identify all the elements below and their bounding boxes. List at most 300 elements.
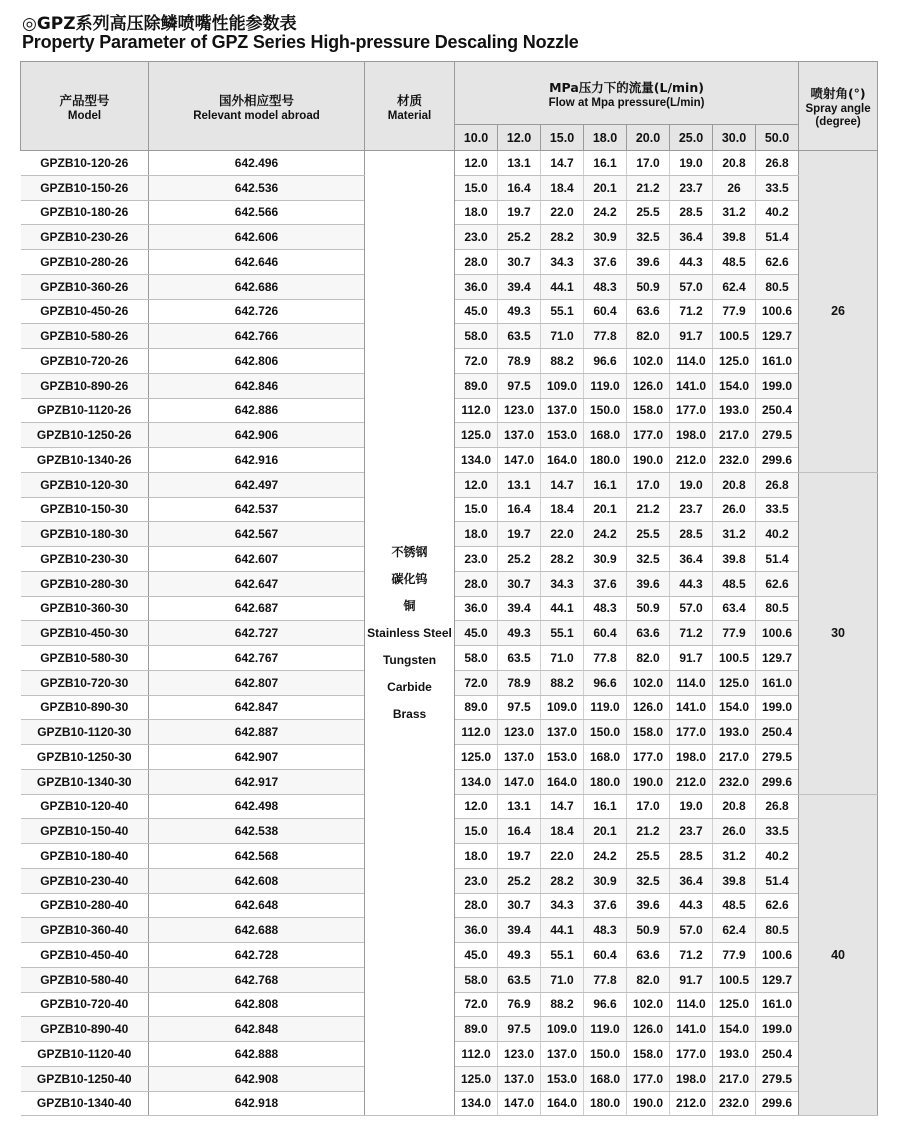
cell-flow: 71.2 <box>670 943 713 968</box>
cell-flow: 30.7 <box>498 893 541 918</box>
cell-flow: 250.4 <box>756 1042 799 1067</box>
cell-flow: 39.8 <box>713 547 756 572</box>
cell-flow: 62.6 <box>756 893 799 918</box>
cell-model: GPZB10-230-40 <box>21 868 149 893</box>
cell-flow: 24.2 <box>584 200 627 225</box>
cell-model: GPZB10-360-26 <box>21 274 149 299</box>
cell-flow: 153.0 <box>541 745 584 770</box>
page-title-cn: ◎GPZ系列高压除鳞喷嘴性能参数表 <box>22 14 297 34</box>
cell-relevant-model: 642.497 <box>149 472 365 497</box>
cell-flow: 125.0 <box>455 1066 498 1091</box>
cell-flow: 126.0 <box>627 695 670 720</box>
material-line: Brass <box>392 706 427 721</box>
cell-model: GPZB10-1340-26 <box>21 448 149 473</box>
header-angle-cn: 喷射角(°) <box>810 86 866 101</box>
cell-flow: 150.0 <box>584 398 627 423</box>
cell-flow: 217.0 <box>713 1066 756 1091</box>
cell-flow: 153.0 <box>541 423 584 448</box>
cell-flow: 28.0 <box>455 571 498 596</box>
cell-model: GPZB10-720-30 <box>21 670 149 695</box>
cell-flow: 19.7 <box>498 522 541 547</box>
cell-flow: 71.0 <box>541 646 584 671</box>
cell-flow: 57.0 <box>670 918 713 943</box>
cell-flow: 177.0 <box>627 1066 670 1091</box>
cell-flow: 40.2 <box>756 844 799 869</box>
cell-model: GPZB10-230-26 <box>21 225 149 250</box>
cell-flow: 299.6 <box>756 448 799 473</box>
cell-model: GPZB10-1250-30 <box>21 745 149 770</box>
cell-flow: 15.0 <box>455 497 498 522</box>
cell-flow: 76.9 <box>498 992 541 1017</box>
cell-flow: 21.2 <box>627 819 670 844</box>
cell-model: GPZB10-1250-40 <box>21 1066 149 1091</box>
cell-flow: 141.0 <box>670 373 713 398</box>
pressure-header-cell: 25.0 <box>670 125 713 151</box>
cell-flow: 16.1 <box>584 794 627 819</box>
cell-flow: 125.0 <box>713 992 756 1017</box>
cell-flow: 78.9 <box>498 349 541 374</box>
cell-model: GPZB10-150-30 <box>21 497 149 522</box>
material-line: 碳化钨 <box>391 571 428 586</box>
cell-flow: 48.5 <box>713 571 756 596</box>
cell-flow: 123.0 <box>498 720 541 745</box>
cell-flow: 72.0 <box>455 992 498 1017</box>
cell-flow: 299.6 <box>756 769 799 794</box>
cell-flow: 48.5 <box>713 250 756 275</box>
cell-flow: 23.0 <box>455 225 498 250</box>
cell-flow: 19.7 <box>498 844 541 869</box>
cell-flow: 44.3 <box>670 250 713 275</box>
cell-flow: 63.6 <box>627 621 670 646</box>
cell-flow: 18.0 <box>455 844 498 869</box>
cell-flow: 62.4 <box>713 274 756 299</box>
cell-flow: 164.0 <box>541 448 584 473</box>
cell-flow: 28.5 <box>670 200 713 225</box>
cell-flow: 119.0 <box>584 1017 627 1042</box>
cell-relevant-model: 642.607 <box>149 547 365 572</box>
cell-flow: 55.1 <box>541 299 584 324</box>
cell-flow: 177.0 <box>670 1042 713 1067</box>
cell-flow: 36.4 <box>670 225 713 250</box>
cell-flow: 12.0 <box>455 794 498 819</box>
header-material <box>365 62 455 151</box>
cell-flow: 161.0 <box>756 349 799 374</box>
header-flow-en: Flow at Mpa pressure(L/min) <box>548 96 705 109</box>
cell-flow: 16.1 <box>584 151 627 176</box>
cell-flow: 102.0 <box>627 992 670 1017</box>
cell-model: GPZB10-1250-26 <box>21 423 149 448</box>
cell-flow: 48.3 <box>584 918 627 943</box>
cell-flow: 190.0 <box>627 1091 670 1116</box>
cell-flow: 24.2 <box>584 522 627 547</box>
cell-flow: 63.4 <box>713 596 756 621</box>
cell-flow: 31.2 <box>713 200 756 225</box>
cell-flow: 217.0 <box>713 745 756 770</box>
cell-flow: 48.5 <box>713 893 756 918</box>
cell-flow: 232.0 <box>713 448 756 473</box>
cell-flow: 23.0 <box>455 868 498 893</box>
cell-flow: 114.0 <box>670 670 713 695</box>
cell-flow: 26.8 <box>756 472 799 497</box>
cell-flow: 26.0 <box>713 497 756 522</box>
cell-model: GPZB10-1120-40 <box>21 1042 149 1067</box>
cell-model: GPZB10-580-26 <box>21 324 149 349</box>
cell-model: GPZB10-890-26 <box>21 373 149 398</box>
cell-flow: 114.0 <box>670 349 713 374</box>
cell-flow: 77.9 <box>713 621 756 646</box>
cell-flow: 18.4 <box>541 497 584 522</box>
cell-relevant-model: 642.917 <box>149 769 365 794</box>
cell-flow: 72.0 <box>455 670 498 695</box>
cell-flow: 91.7 <box>670 646 713 671</box>
cell-flow: 36.0 <box>455 596 498 621</box>
cell-relevant-model: 642.766 <box>149 324 365 349</box>
cell-flow: 20.8 <box>713 472 756 497</box>
cell-flow: 40.2 <box>756 200 799 225</box>
cell-flow: 49.3 <box>498 943 541 968</box>
cell-flow: 89.0 <box>455 373 498 398</box>
cell-model: GPZB10-120-26 <box>21 151 149 176</box>
cell-relevant-model: 642.847 <box>149 695 365 720</box>
cell-flow: 100.5 <box>713 967 756 992</box>
cell-flow: 150.0 <box>584 720 627 745</box>
cell-flow: 33.5 <box>756 819 799 844</box>
cell-flow: 32.5 <box>627 868 670 893</box>
header-ref-cn: 国外相应型号 <box>218 92 294 108</box>
cell-model: GPZB10-890-40 <box>21 1017 149 1042</box>
cell-relevant-model: 642.648 <box>149 893 365 918</box>
cell-flow: 150.0 <box>584 1042 627 1067</box>
cell-flow: 212.0 <box>670 769 713 794</box>
header-angle-en2: (degree) <box>815 116 861 128</box>
cell-flow: 39.4 <box>498 918 541 943</box>
cell-flow: 28.0 <box>455 893 498 918</box>
cell-flow: 100.5 <box>713 324 756 349</box>
cell-relevant-model: 642.907 <box>149 745 365 770</box>
cell-flow: 18.0 <box>455 200 498 225</box>
cell-flow: 28.0 <box>455 250 498 275</box>
cell-flow: 63.5 <box>498 967 541 992</box>
cell-flow: 50.9 <box>627 274 670 299</box>
cell-flow: 13.1 <box>498 472 541 497</box>
cell-flow: 77.8 <box>584 646 627 671</box>
cell-flow: 134.0 <box>455 1091 498 1116</box>
material-line: 铜 <box>403 598 416 613</box>
cell-relevant-model: 642.807 <box>149 670 365 695</box>
cell-flow: 62.4 <box>713 918 756 943</box>
cell-flow: 58.0 <box>455 967 498 992</box>
cell-flow: 161.0 <box>756 992 799 1017</box>
cell-model: GPZB10-180-30 <box>21 522 149 547</box>
cell-model: GPZB10-150-26 <box>21 175 149 200</box>
cell-flow: 168.0 <box>584 1066 627 1091</box>
cell-flow: 78.9 <box>498 670 541 695</box>
cell-flow: 14.7 <box>541 794 584 819</box>
cell-flow: 19.0 <box>670 472 713 497</box>
header-ref-en: Relevant model abroad <box>193 109 320 122</box>
cell-flow: 12.0 <box>455 151 498 176</box>
cell-flow: 137.0 <box>498 745 541 770</box>
cell-flow: 50.9 <box>627 918 670 943</box>
header-model <box>21 62 149 151</box>
cell-flow: 198.0 <box>670 423 713 448</box>
cell-relevant-model: 642.888 <box>149 1042 365 1067</box>
cell-relevant-model: 642.908 <box>149 1066 365 1091</box>
header-flow-cn: MPa压力下的流量(L/min) <box>549 79 704 95</box>
cell-flow: 33.5 <box>756 175 799 200</box>
cell-relevant-model: 642.916 <box>149 448 365 473</box>
cell-flow: 25.2 <box>498 225 541 250</box>
cell-model: GPZB10-120-40 <box>21 794 149 819</box>
pressure-header-cell: 10.0 <box>455 125 498 151</box>
cell-flow: 39.4 <box>498 274 541 299</box>
header-relevant-model <box>149 62 365 151</box>
cell-flow: 23.0 <box>455 547 498 572</box>
cell-flow: 125.0 <box>713 349 756 374</box>
cell-relevant-model: 642.536 <box>149 175 365 200</box>
cell-flow: 100.5 <box>713 646 756 671</box>
cell-flow: 72.0 <box>455 349 498 374</box>
cell-flow: 13.1 <box>498 794 541 819</box>
cell-model: GPZB10-180-26 <box>21 200 149 225</box>
cell-relevant-model: 642.906 <box>149 423 365 448</box>
material-line: 不锈钢 <box>391 544 428 559</box>
cell-flow: 177.0 <box>670 398 713 423</box>
table-header <box>21 62 878 151</box>
cell-flow: 16.4 <box>498 819 541 844</box>
cell-flow: 32.5 <box>627 225 670 250</box>
cell-model: GPZB10-890-30 <box>21 695 149 720</box>
cell-relevant-model: 642.808 <box>149 992 365 1017</box>
cell-flow: 112.0 <box>455 398 498 423</box>
cell-relevant-model: 642.886 <box>149 398 365 423</box>
cell-flow: 250.4 <box>756 720 799 745</box>
cell-flow: 55.1 <box>541 943 584 968</box>
cell-flow: 100.6 <box>756 943 799 968</box>
cell-flow: 279.5 <box>756 423 799 448</box>
cell-model: GPZB10-150-40 <box>21 819 149 844</box>
cell-relevant-model: 642.647 <box>149 571 365 596</box>
cell-flow: 20.1 <box>584 497 627 522</box>
cell-flow: 129.7 <box>756 967 799 992</box>
cell-spray-angle: 30 <box>799 472 878 794</box>
cell-flow: 13.1 <box>498 151 541 176</box>
cell-flow: 60.4 <box>584 621 627 646</box>
cell-flow: 129.7 <box>756 646 799 671</box>
cell-flow: 31.2 <box>713 522 756 547</box>
cell-flow: 154.0 <box>713 695 756 720</box>
cell-flow: 125.0 <box>713 670 756 695</box>
cell-flow: 199.0 <box>756 373 799 398</box>
cell-flow: 20.8 <box>713 151 756 176</box>
cell-flow: 19.0 <box>670 794 713 819</box>
cell-flow: 58.0 <box>455 324 498 349</box>
cell-flow: 134.0 <box>455 769 498 794</box>
cell-flow: 119.0 <box>584 373 627 398</box>
cell-model: GPZB10-580-40 <box>21 967 149 992</box>
cell-flow: 212.0 <box>670 448 713 473</box>
cell-flow: 33.5 <box>756 497 799 522</box>
material-line: Tungsten Carbide <box>382 652 437 694</box>
cell-flow: 154.0 <box>713 1017 756 1042</box>
cell-flow: 119.0 <box>584 695 627 720</box>
cell-flow: 23.7 <box>670 497 713 522</box>
cell-flow: 45.0 <box>455 299 498 324</box>
cell-flow: 60.4 <box>584 299 627 324</box>
cell-flow: 25.5 <box>627 522 670 547</box>
cell-model: GPZB10-120-30 <box>21 472 149 497</box>
cell-flow: 125.0 <box>455 745 498 770</box>
cell-flow: 39.6 <box>627 571 670 596</box>
cell-flow: 28.2 <box>541 225 584 250</box>
cell-relevant-model: 642.728 <box>149 943 365 968</box>
material-line: Stainless Steel <box>367 625 452 640</box>
cell-flow: 39.4 <box>498 596 541 621</box>
cell-flow: 36.4 <box>670 868 713 893</box>
cell-flow: 37.6 <box>584 893 627 918</box>
cell-flow: 34.3 <box>541 893 584 918</box>
cell-flow: 34.3 <box>541 571 584 596</box>
cell-flow: 100.6 <box>756 299 799 324</box>
cell-flow: 39.6 <box>627 250 670 275</box>
cell-relevant-model: 642.768 <box>149 967 365 992</box>
cell-flow: 190.0 <box>627 448 670 473</box>
cell-relevant-model: 642.538 <box>149 819 365 844</box>
cell-flow: 180.0 <box>584 1091 627 1116</box>
cell-model: GPZB10-1120-30 <box>21 720 149 745</box>
cell-flow: 126.0 <box>627 373 670 398</box>
cell-flow: 153.0 <box>541 1066 584 1091</box>
cell-model: GPZB10-180-40 <box>21 844 149 869</box>
cell-flow: 57.0 <box>670 274 713 299</box>
header-model-cn: 产品型号 <box>59 92 110 108</box>
cell-relevant-model: 642.727 <box>149 621 365 646</box>
cell-flow: 177.0 <box>670 720 713 745</box>
cell-flow: 161.0 <box>756 670 799 695</box>
cell-relevant-model: 642.498 <box>149 794 365 819</box>
cell-flow: 23.7 <box>670 819 713 844</box>
cell-flow: 158.0 <box>627 720 670 745</box>
cell-flow: 30.9 <box>584 547 627 572</box>
cell-flow: 30.9 <box>584 225 627 250</box>
nozzle-parameter-table <box>20 61 878 1116</box>
cell-flow: 89.0 <box>455 1017 498 1042</box>
cell-flow: 193.0 <box>713 1042 756 1067</box>
cell-flow: 199.0 <box>756 695 799 720</box>
cell-model: GPZB10-360-30 <box>21 596 149 621</box>
cell-material <box>365 151 455 1116</box>
cell-flow: 217.0 <box>713 423 756 448</box>
cell-spray-angle: 40 <box>799 794 878 1116</box>
header-angle-en1: Spray angle <box>805 103 871 115</box>
cell-flow: 147.0 <box>498 448 541 473</box>
cell-flow: 96.6 <box>584 670 627 695</box>
cell-flow: 141.0 <box>670 695 713 720</box>
cell-flow: 180.0 <box>584 448 627 473</box>
cell-flow: 147.0 <box>498 769 541 794</box>
cell-model: GPZB10-720-40 <box>21 992 149 1017</box>
cell-flow: 77.9 <box>713 943 756 968</box>
cell-flow: 26.8 <box>756 794 799 819</box>
cell-flow: 37.6 <box>584 571 627 596</box>
cell-flow: 109.0 <box>541 1017 584 1042</box>
cell-flow: 129.7 <box>756 324 799 349</box>
cell-flow: 44.1 <box>541 274 584 299</box>
cell-flow: 30.9 <box>584 868 627 893</box>
pressure-header-cell: 20.0 <box>627 125 670 151</box>
header-spray-angle <box>799 62 878 151</box>
cell-flow: 80.5 <box>756 918 799 943</box>
cell-flow: 77.8 <box>584 967 627 992</box>
cell-flow: 24.2 <box>584 844 627 869</box>
cell-relevant-model: 642.646 <box>149 250 365 275</box>
cell-flow: 18.0 <box>455 522 498 547</box>
cell-flow: 19.7 <box>498 200 541 225</box>
cell-relevant-model: 642.806 <box>149 349 365 374</box>
cell-flow: 22.0 <box>541 522 584 547</box>
header-material-cn: 材质 <box>396 92 422 108</box>
cell-flow: 190.0 <box>627 769 670 794</box>
cell-flow: 36.4 <box>670 547 713 572</box>
cell-flow: 112.0 <box>455 1042 498 1067</box>
cell-flow: 168.0 <box>584 423 627 448</box>
cell-relevant-model: 642.606 <box>149 225 365 250</box>
cell-flow: 20.1 <box>584 175 627 200</box>
cell-model: GPZB10-580-30 <box>21 646 149 671</box>
cell-flow: 20.1 <box>584 819 627 844</box>
cell-flow: 71.0 <box>541 967 584 992</box>
cell-flow: 109.0 <box>541 695 584 720</box>
cell-flow: 36.0 <box>455 918 498 943</box>
cell-flow: 158.0 <box>627 1042 670 1067</box>
cell-flow: 114.0 <box>670 992 713 1017</box>
cell-flow: 37.6 <box>584 250 627 275</box>
cell-relevant-model: 642.688 <box>149 918 365 943</box>
cell-flow: 97.5 <box>498 1017 541 1042</box>
cell-model: GPZB10-1340-30 <box>21 769 149 794</box>
cell-flow: 63.6 <box>627 299 670 324</box>
cell-flow: 26.8 <box>756 151 799 176</box>
cell-flow: 71.2 <box>670 299 713 324</box>
cell-flow: 154.0 <box>713 373 756 398</box>
cell-flow: 109.0 <box>541 373 584 398</box>
cell-flow: 299.6 <box>756 1091 799 1116</box>
cell-flow: 193.0 <box>713 720 756 745</box>
cell-flow: 137.0 <box>541 398 584 423</box>
cell-flow: 34.3 <box>541 250 584 275</box>
cell-flow: 28.5 <box>670 522 713 547</box>
cell-flow: 44.1 <box>541 596 584 621</box>
cell-flow: 91.7 <box>670 967 713 992</box>
cell-flow: 22.0 <box>541 844 584 869</box>
cell-flow: 177.0 <box>627 745 670 770</box>
page-title-en: Property Parameter of GPZ Series High-pressure Descaling Nozzle <box>22 32 579 52</box>
cell-flow: 123.0 <box>498 398 541 423</box>
cell-flow: 44.3 <box>670 571 713 596</box>
cell-flow: 51.4 <box>756 225 799 250</box>
cell-flow: 88.2 <box>541 670 584 695</box>
cell-flow: 123.0 <box>498 1042 541 1067</box>
cell-flow: 63.6 <box>627 943 670 968</box>
cell-flow: 30.7 <box>498 571 541 596</box>
cell-flow: 48.3 <box>584 274 627 299</box>
cell-flow: 51.4 <box>756 547 799 572</box>
cell-flow: 40.2 <box>756 522 799 547</box>
cell-flow: 25.2 <box>498 868 541 893</box>
cell-model: GPZB10-1120-26 <box>21 398 149 423</box>
cell-flow: 28.2 <box>541 868 584 893</box>
cell-model: GPZB10-450-30 <box>21 621 149 646</box>
